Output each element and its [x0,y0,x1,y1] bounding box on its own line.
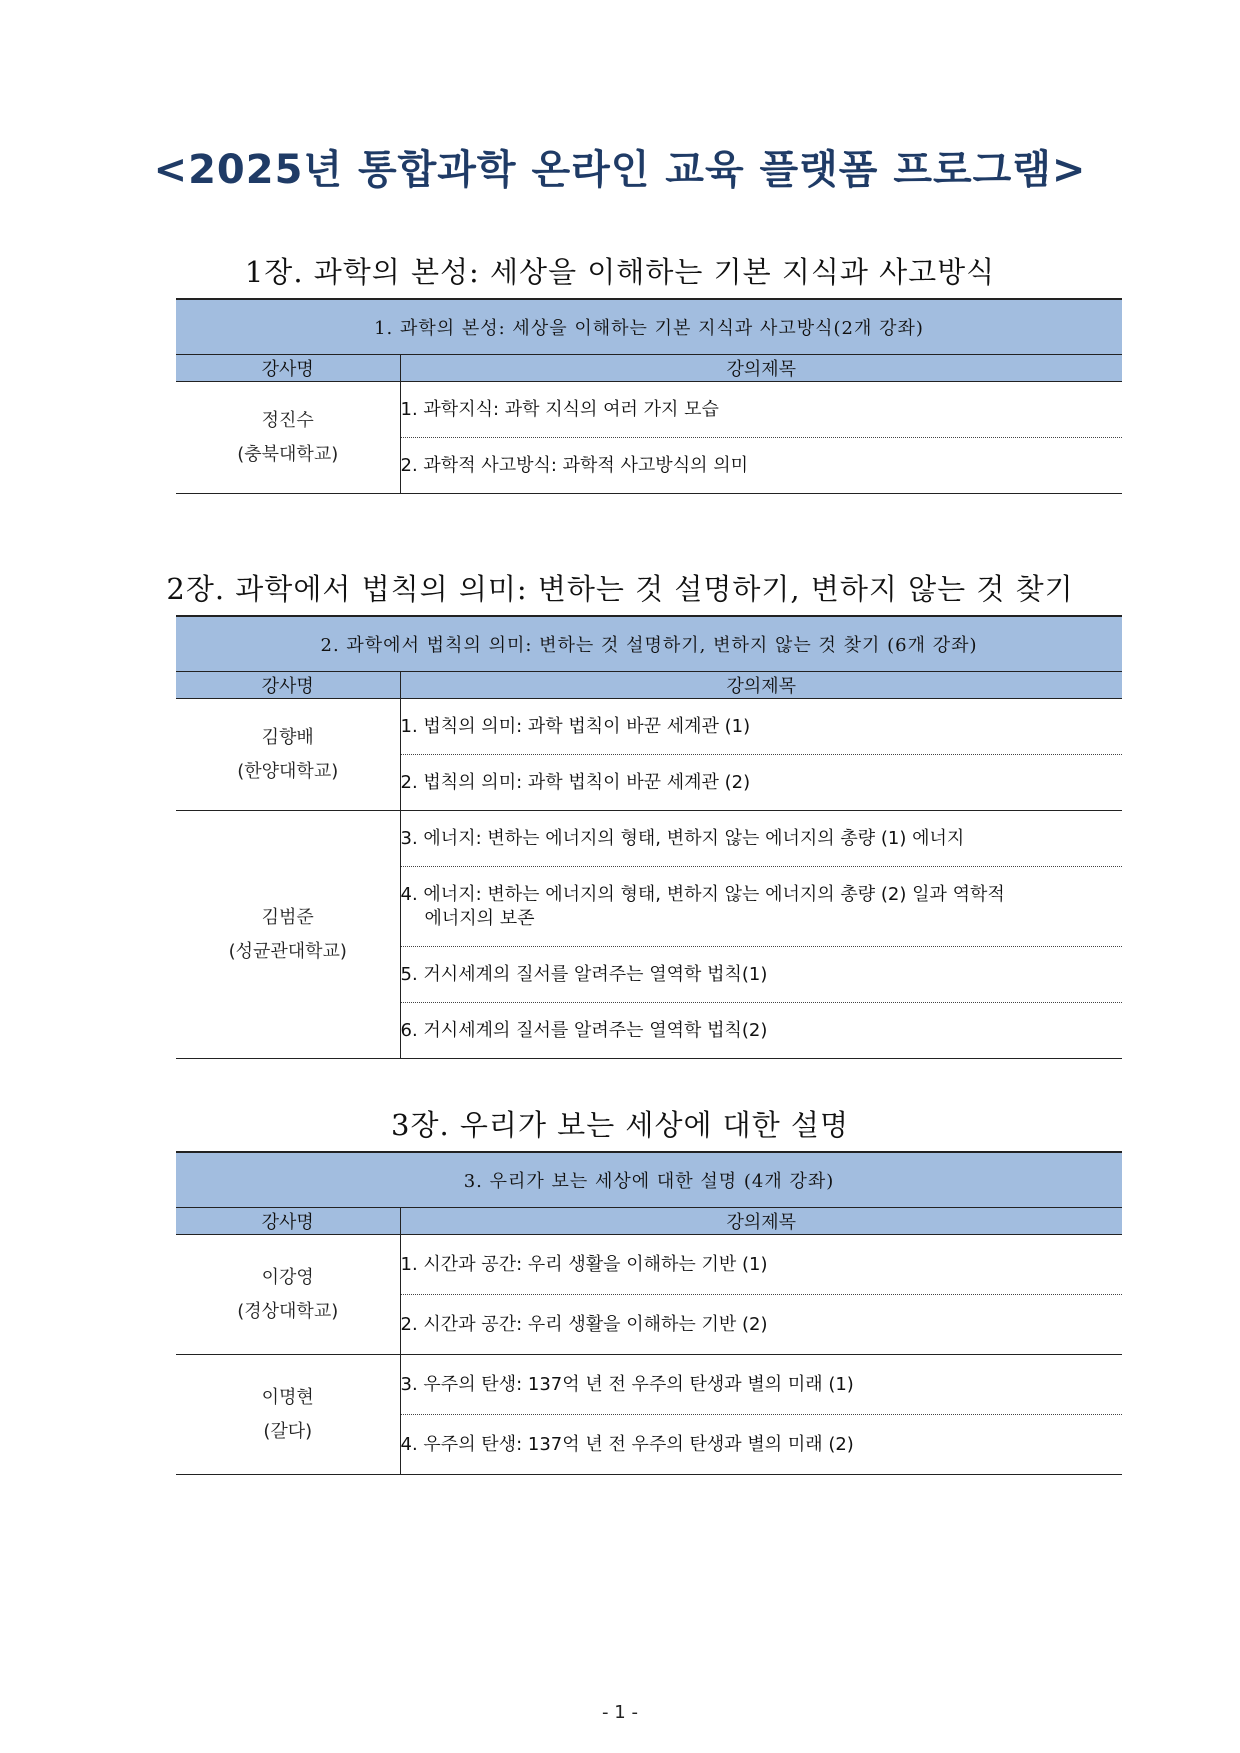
chapter-2-heading: 2장. 과학에서 법칙의 의미: 변하는 것 설명하기, 변하지 않는 것 찾기 [166,572,1074,606]
lecture-title-continued: 에너지의 보존 [424,907,535,929]
instructor-cell [176,811,400,1059]
instructor-name: 정진수 [261,409,314,431]
lecture-cell [400,1003,1122,1059]
lecture-number: 5. [400,963,418,985]
instructor-affiliation: (충북대학교) [237,443,339,465]
instructor-cell [176,1235,400,1355]
lecture-cell [400,755,1122,811]
chapter-1-table [176,298,1122,494]
lecture-title: 시간과 공간: 우리 생활을 이해하는 기반 (1) [423,1253,768,1275]
lecture-cell [400,1295,1122,1355]
instructor-column-header: 강사명 [176,1208,400,1235]
instructor-name: 이강영 [261,1266,314,1288]
lecture-title: 거시세계의 질서를 알려주는 열역학 법칙(2) [423,1019,768,1041]
lecture-title: 에너지: 변하는 에너지의 형태, 변하지 않는 에너지의 총량 (1) 에너지 [423,827,965,849]
lecture-number: 3. [400,1373,418,1395]
instructor-column-header: 강사명 [176,355,400,382]
instructor-cell [176,382,400,494]
chapter-1-banner-row [176,299,1122,355]
lecture-cell [400,1355,1122,1415]
lecture-cell [400,867,1122,947]
lecture-number: 2. [400,454,418,476]
instructor-name: 김범준 [261,906,314,928]
instructor-affiliation: (성균관대학교) [228,940,347,962]
lecture-title: 과학지식: 과학 지식의 여러 가지 모습 [423,398,719,420]
chapter-2-banner-row [176,616,1122,672]
lecture-cell [400,1415,1122,1475]
lecture-number: 1. [400,1253,418,1275]
lecture-number: 3. [400,827,418,849]
lecture-cell [400,1235,1122,1295]
chapter-3-table [176,1151,1122,1475]
instructor-column-header: 강사명 [176,672,400,699]
instructor-affiliation: (한양대학교) [237,760,339,782]
table-row [176,382,1122,438]
lecture-cell [400,438,1122,494]
lecture-number: 1. [400,398,418,420]
lecture-cell [400,382,1122,438]
page-title: <2025년 통합과학 온라인 교육 플랫폼 프로그램> [153,147,1087,193]
lecture-title: 과학적 사고방식: 과학적 사고방식의 의미 [423,454,748,476]
lecture-title: 법칙의 의미: 과학 법칙이 바꾼 세계관 (1) [423,715,751,737]
instructor-name: 이명현 [261,1386,314,1408]
instructor-affiliation: (갈다) [263,1420,313,1442]
chapter-3-banner: 3. 우리가 보는 세상에 대한 설명 (4개 강좌) [176,1152,1122,1208]
lecture-title: 시간과 공간: 우리 생활을 이해하는 기반 (2) [423,1313,768,1335]
lecture-title: 거시세계의 질서를 알려주는 열역학 법칙(1) [423,963,768,985]
chapter-1-column-header [176,355,1122,382]
lecture-number: 4. [400,1433,418,1455]
lecture-cell [400,947,1122,1003]
instructor-name: 김향배 [261,726,314,748]
lecture-column-header: 강의제목 [400,355,1122,382]
instructor-cell [176,699,400,811]
chapter-1-banner: 1. 과학의 본성: 세상을 이해하는 기본 지식과 사고방식(2개 강좌) [176,299,1122,355]
chapter-2-table [176,615,1122,1059]
chapter-3-column-header [176,1208,1122,1235]
lecture-number: 4. [400,883,418,905]
instructor-cell [176,1355,400,1475]
lecture-number: 2. [400,771,418,793]
lecture-cell [400,811,1122,867]
instructor-affiliation: (경상대학교) [237,1300,339,1322]
table-row [176,811,1122,867]
lecture-cell [400,699,1122,755]
lecture-number: 2. [400,1313,418,1335]
lecture-title: 우주의 탄생: 137억 년 전 우주의 탄생과 별의 미래 (2) [423,1433,854,1455]
table-row [176,1355,1122,1415]
lecture-title: 법칙의 의미: 과학 법칙이 바꾼 세계관 (2) [423,771,751,793]
chapter-2-banner: 2. 과학에서 법칙의 의미: 변하는 것 설명하기, 변하지 않는 것 찾기 (6개 강좌) [176,616,1122,672]
lecture-title: 에너지: 변하는 에너지의 형태, 변하지 않는 에너지의 총량 (2) 일과 역학적 [423,883,1005,905]
page-number: - 1 - [602,1702,638,1723]
chapter-1-heading: 1장. 과학의 본성: 세상을 이해하는 기본 지식과 사고방식 [244,255,996,289]
lecture-column-header: 강의제목 [400,672,1122,699]
chapter-3-banner-row [176,1152,1122,1208]
table-row [176,1235,1122,1295]
lecture-title: 우주의 탄생: 137억 년 전 우주의 탄생과 별의 미래 (1) [423,1373,854,1395]
lecture-column-header: 강의제목 [400,1208,1122,1235]
table-row [176,699,1122,755]
lecture-number: 6. [400,1019,418,1041]
lecture-number: 1. [400,715,418,737]
chapter-2-column-header [176,672,1122,699]
chapter-3-heading: 3장. 우리가 보는 세상에 대한 설명 [391,1108,849,1142]
